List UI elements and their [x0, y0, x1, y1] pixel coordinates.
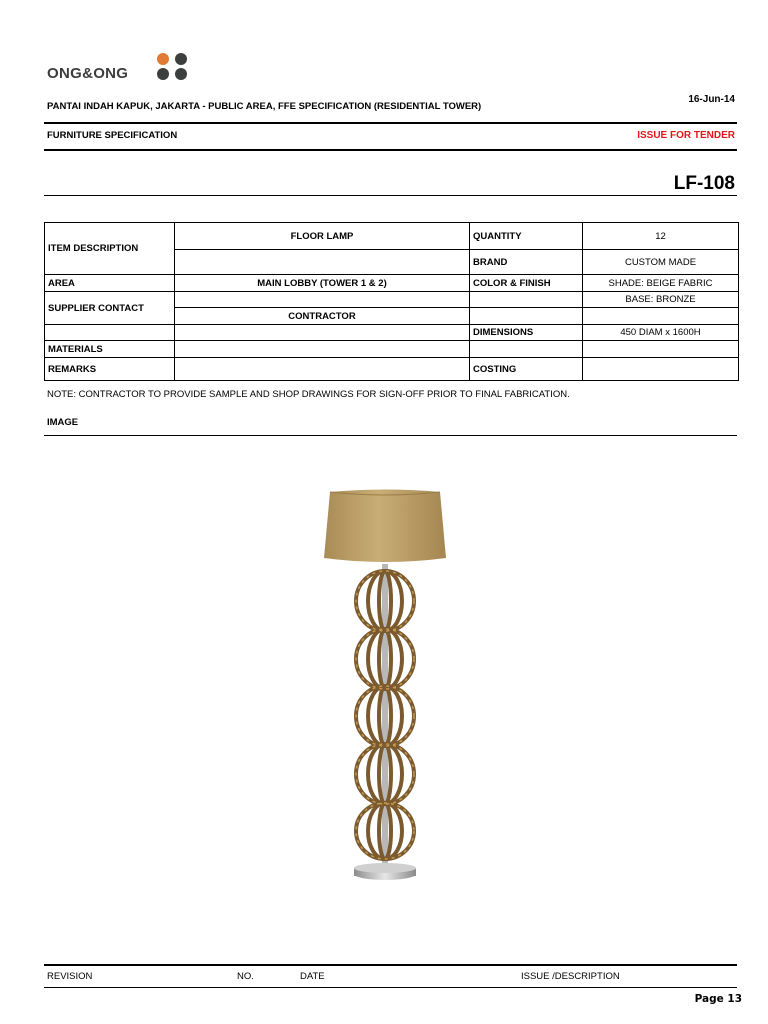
- spec-table: [44, 222, 739, 381]
- costing-label: COSTING: [470, 358, 583, 381]
- footer-no-label: NO.: [237, 971, 254, 982]
- section-title: FURNITURE SPECIFICATION: [47, 130, 178, 141]
- footer-date-label: DATE: [300, 971, 325, 982]
- color-finish-blank: [470, 292, 583, 308]
- blank-middle-cell: [175, 325, 470, 341]
- company-logo-dots-icon: [156, 52, 190, 82]
- brand-label: BRAND: [470, 250, 583, 275]
- status-label: ISSUE FOR TENDER: [637, 130, 735, 141]
- supplier-contact-label: SUPPLIER CONTACT: [45, 292, 175, 325]
- image-section-label: IMAGE: [47, 417, 79, 428]
- table-row: [45, 341, 739, 358]
- quantity-label: QUANTITY: [470, 223, 583, 250]
- company-logo-text: ONG&ONG: [47, 65, 129, 82]
- remarks-label: REMARKS: [45, 358, 175, 381]
- costing-value: [583, 358, 739, 381]
- dimensions-label: DIMENSIONS: [470, 325, 583, 341]
- document-date: 16-Jun-14: [688, 94, 735, 105]
- item-description-extra: [175, 250, 470, 275]
- blank-label-cell: [470, 308, 583, 325]
- table-row: [45, 223, 739, 250]
- section-divider: [44, 149, 737, 151]
- fabrication-note: NOTE: CONTRACTOR TO PROVIDE SAMPLE AND SHOP DRAWINGS FOR SIGN-OFF PRIOR TO FINAL FABRICATION.: [47, 389, 570, 400]
- materials-blank-label: [470, 341, 583, 358]
- table-row: [45, 325, 739, 341]
- blank-left-cell: [45, 325, 175, 341]
- materials-value: [175, 341, 470, 358]
- image-divider: [44, 435, 737, 436]
- item-code: LF-108: [673, 173, 735, 194]
- footer-divider: [44, 964, 737, 966]
- floor-lamp-image: [318, 486, 452, 888]
- area-value: MAIN LOBBY (TOWER 1 & 2): [175, 275, 470, 292]
- item-description-value: FLOOR LAMP: [175, 223, 470, 250]
- remarks-value: [175, 358, 470, 381]
- header-divider: [44, 122, 737, 124]
- color-finish-shade: SHADE: BEIGE FABRIC: [583, 275, 739, 292]
- footer-issue-description-label: ISSUE /DESCRIPTION: [521, 971, 620, 982]
- footer-bottom-divider: [44, 987, 737, 988]
- area-label: AREA: [45, 275, 175, 292]
- quantity-value: 12: [583, 223, 739, 250]
- table-row: [45, 358, 739, 381]
- materials-blank-value: [583, 341, 739, 358]
- project-title: PANTAI INDAH KAPUK, JAKARTA - PUBLIC AREA, FFE SPECIFICATION (RESIDENTIAL TOWER): [47, 101, 482, 112]
- page-number: Page 13: [694, 993, 742, 1005]
- footer-revision-label: REVISION: [47, 971, 93, 982]
- item-description-label: ITEM DESCRIPTION: [45, 223, 175, 275]
- color-finish-base: BASE: BRONZE: [583, 292, 739, 308]
- supplier-contact-value: CONTRACTOR: [175, 308, 470, 325]
- table-row: [45, 292, 739, 308]
- supplier-contact-extra: [175, 292, 470, 308]
- blank-value-cell: [583, 308, 739, 325]
- color-finish-label: COLOR & FINISH: [470, 275, 583, 292]
- dimensions-value: 450 DIAM x 1600H: [583, 325, 739, 341]
- table-row: [45, 275, 739, 292]
- brand-value: CUSTOM MADE: [583, 250, 739, 275]
- materials-label: MATERIALS: [45, 341, 175, 358]
- code-divider: [44, 195, 737, 196]
